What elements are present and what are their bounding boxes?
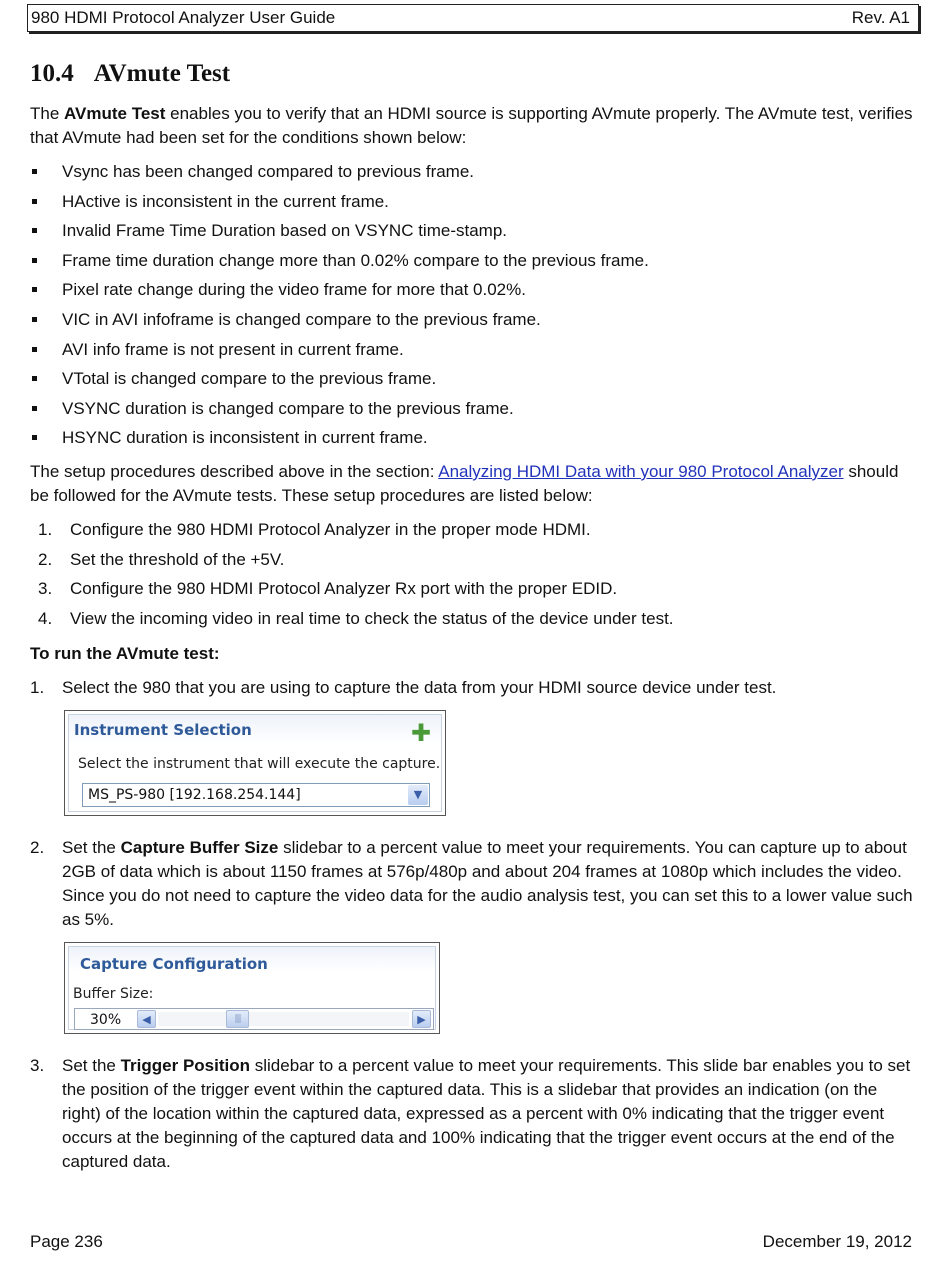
instrument-selection-panel xyxy=(64,710,446,816)
list-item: Vsync has been changed compared to previous frame. xyxy=(30,160,920,190)
buffer-size-slider[interactable] xyxy=(74,1008,434,1030)
chevron-down-icon[interactable]: ▼ xyxy=(408,785,428,805)
slider-thumb[interactable]: ||| xyxy=(226,1010,249,1028)
footer-date: December 19, 2012 xyxy=(762,1232,912,1251)
setup-paragraph: The setup procedures described above in the section: Analyzing HDMI Data with your 980 Protocol Analyzer should be followed for the AVmute tests. These setup procedures are listed below: xyxy=(30,461,899,505)
step-2: 2. Set the Capture Buffer Size slidebar to a percent value to meet your requirements. You can capture up to about 2GB of data which is about 1150 frames at 576p/480p and about 204 frames at 1080p which includes the video. Since you do not need to capture the video data for the audio analysis test, you can set this to a lower value such as 5%. xyxy=(30,838,913,930)
section-link[interactable]: Analyzing HDMI Data with your 980 Protocol Analyzer xyxy=(438,461,844,481)
slider-track[interactable] xyxy=(158,1012,409,1026)
chevron-right-icon[interactable]: ▶ xyxy=(412,1010,431,1028)
list-item: Pixel rate change during the video frame for more that 0.02%. xyxy=(30,278,920,308)
add-icon[interactable]: ✚ xyxy=(410,719,431,748)
list-item: AVI info frame is not present in current frame. xyxy=(30,338,920,368)
section-number: 10.4 xyxy=(30,60,74,87)
panel-title: Instrument Selection xyxy=(74,721,252,740)
list-item: HSYNC duration is inconsistent in current frame. xyxy=(30,426,920,456)
list-item: VSYNC duration is changed compare to the previous frame. xyxy=(30,397,920,427)
list-item: Invalid Frame Time Duration based on VSYNC time-stamp. xyxy=(30,219,920,249)
panel-description: Select the instrument that will execute the capture. xyxy=(78,756,441,773)
section-title: AVmute Test xyxy=(93,60,231,87)
intro-bold: AVmute Test xyxy=(64,104,166,123)
list-item: HActive is inconsistent in the current frame. xyxy=(30,190,920,220)
intro-paragraph: The AVmute Test enables you to verify that an HDMI source is supporting AVmute properly. The AVmute test, verifies that AVmute had been set for the conditions shown below: xyxy=(30,104,913,147)
list-item: 4. View the incoming video in real time to check the status of the device under test. xyxy=(38,608,674,628)
header-title: 980 HDMI Protocol Analyzer User Guide xyxy=(31,8,336,27)
conditions-list xyxy=(30,160,920,456)
run-heading: To run the AVmute test: xyxy=(30,644,220,664)
list-item: 1. Configure the 980 HDMI Protocol Analyzer in the proper mode HDMI. xyxy=(38,519,591,539)
page-footer xyxy=(30,1232,912,1252)
page-content xyxy=(30,56,920,1184)
step-3: 3. Set the Trigger Position slidebar to a percent value to meet your requirements. This slide bar enables you to set the position of the trigger event within the captured data. This is a slidebar that provides an indication (on the right) of the location within the captured data, expressed as a percent with 0% indicating that the trigger event occurs at the beginning of the captured data and 100% indicating that the trigger event occurs at the end of the captured data. xyxy=(30,1056,911,1172)
step-1: 1. Select the 980 that you are using to capture the data from your HDMI source device under test. xyxy=(30,678,777,698)
chevron-left-icon[interactable]: ◀ xyxy=(137,1010,156,1028)
instrument-select[interactable] xyxy=(82,783,430,807)
list-item: VTotal is changed compare to the previous frame. xyxy=(30,367,920,397)
list-item: 2. Set the threshold of the +5V. xyxy=(38,549,285,569)
page-header xyxy=(27,4,919,32)
section-heading xyxy=(30,56,920,92)
setup-steps-list xyxy=(30,518,920,636)
buffer-size-label: Buffer Size: xyxy=(73,986,154,1003)
list-item: Frame time duration change more than 0.02% compare to the previous frame. xyxy=(30,249,920,279)
list-item: 3. Configure the 980 HDMI Protocol Analyzer Rx port with the proper EDID. xyxy=(38,579,618,599)
header-revision: Rev. A1 xyxy=(851,8,910,27)
list-item: VIC in AVI infoframe is changed compare to the previous frame. xyxy=(30,308,920,338)
page-number: Page 236 xyxy=(30,1232,103,1251)
selected-instrument: MS_PS-980 [192.168.254.144] xyxy=(88,787,301,804)
buffer-size-value: 30% xyxy=(90,1012,122,1029)
panel-title: Capture Configuration xyxy=(80,955,268,974)
capture-configuration-panel xyxy=(64,942,440,1034)
